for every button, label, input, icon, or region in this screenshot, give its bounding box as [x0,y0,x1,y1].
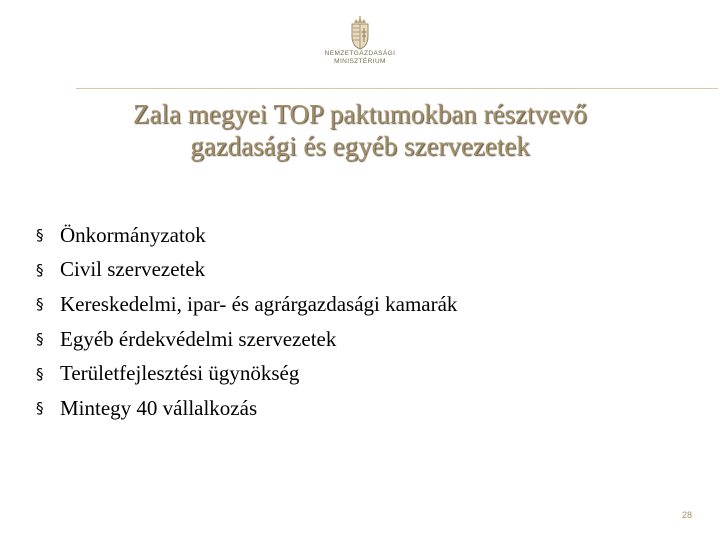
list-item-text: Mintegy 40 vállalkozás [60,395,258,420]
bullet-list [36,218,457,426]
list-item [36,253,457,288]
logo-text-line1: NEMZETGAZDASÁGI [324,50,396,57]
bullet-icon: § [36,330,44,349]
bullet-icon: § [36,364,44,383]
header-divider [76,88,718,89]
slide-title-line1: Zala megyei TOP paktumokban résztvevő [133,99,587,129]
list-item [36,287,457,322]
list-item-text: Civil szervezetek [60,257,206,282]
list-item [36,322,457,357]
list-item-text: Önkormányzatok [60,222,206,247]
coat-of-arms-icon [348,16,372,50]
logo-text-line2: MINISZTÉRIUM [334,58,386,65]
list-item [36,218,457,253]
bullet-icon: § [36,260,44,279]
ministry-logo [318,16,402,80]
list-item-text: Kereskedelmi, ipar- és agrárgazdasági kamarák [60,291,458,316]
list-item [36,356,457,391]
bullet-icon: § [36,295,44,314]
slide-title-line2: gazdasági és egyéb szervezetek [190,131,530,161]
bullet-icon: § [36,399,44,418]
bullet-icon: § [36,226,44,245]
list-item [36,391,457,426]
list-item-text: Egyéb érdekvédelmi szervezetek [60,326,337,351]
page-number: 28 [681,510,692,520]
list-item-text: Területfejlesztési ügynökség [60,361,300,386]
slide-title [60,98,660,162]
